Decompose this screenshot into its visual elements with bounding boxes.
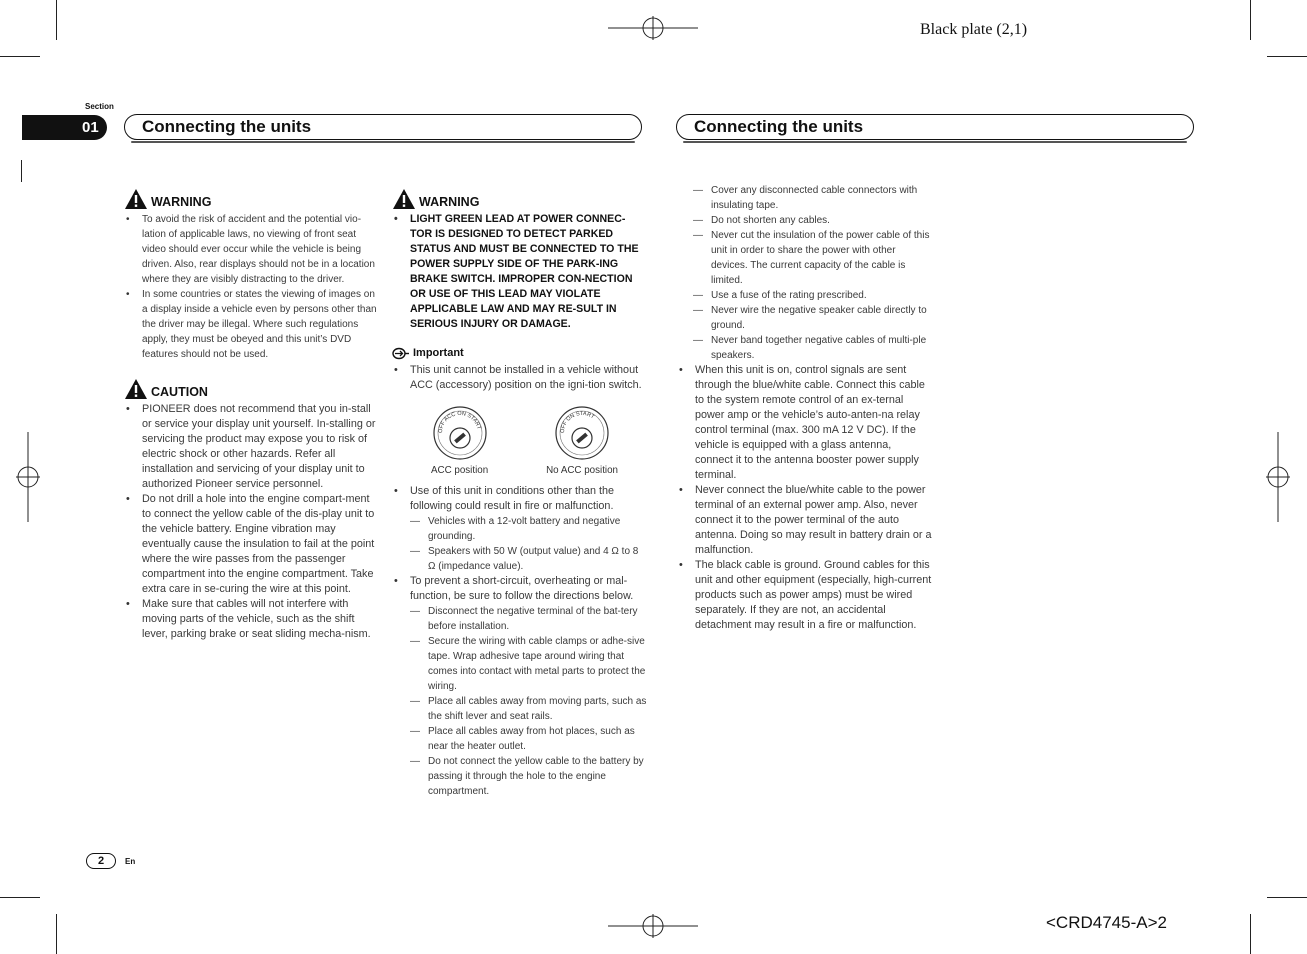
- page-language: En: [125, 857, 136, 866]
- warning-triangle-icon: [124, 188, 148, 210]
- list-item-text: Use of this unit in conditions other than the following could result in fire or malfunction.: [410, 485, 615, 512]
- registration-mark-icon: [16, 432, 40, 522]
- list-item: • In some countries or states the viewing of images on a display inside a vehicle even by persons other than the driver may be illegal. Where such regulations apply, they must be obeyed and this unit’s DVD features should not be used.: [124, 287, 379, 362]
- warning-triangle-icon: [392, 188, 416, 210]
- list-item: • When this unit is on, control signals are sent through the blue/white cable. Connect this cable to the system remote control of an ex-ternal power amp or the vehicle’s auto-anten-na relay control terminal (max. 300 mA 12 V DC). If the vehicle is equipped with a glass antenna, connect it to the antenna booster power supply terminal.: [677, 363, 932, 483]
- sub-item: — Secure the wiring with cable clamps or adhe-sive tape. Wrap adhesive tape around wiring that comes into contact with metal parts to protect the wiring.: [410, 634, 647, 694]
- warning-list: [392, 212, 647, 332]
- sub-item: — Cover any disconnected cable connectors with insulating tape.: [693, 183, 932, 213]
- caution-list: [124, 402, 379, 642]
- list-item: • To avoid the risk of accident and the potential vio-lation of applicable laws, no viewing of front seat video should ever occur while the vehicle is being driven. Also, rear displays should not be in a location where they are visibly distracting to the driver.: [124, 212, 379, 287]
- section-number-badge: 01: [22, 115, 107, 140]
- important-note-icon: [392, 347, 410, 360]
- warning-title: WARNING: [419, 195, 480, 209]
- page-title-right: Connecting the units: [676, 114, 1194, 140]
- key-acc-text: OFF ACC ON START: [437, 410, 482, 434]
- list-item: • PIONEER does not recommend that you in-stall or service your display unit yourself. In-stalling or servicing the product may expose you to risk of electric shock or other hazards. Refer all installation and servicing of your display unit to authorized Pioneer service personnel.: [124, 402, 379, 492]
- section-label: Section: [85, 102, 114, 111]
- sub-list: [677, 183, 932, 363]
- list-item-text: To prevent a short-circuit, overheating or mal-function, be sure to follow the directions below.: [410, 575, 634, 602]
- sub-list: [410, 604, 647, 799]
- column-left: [124, 186, 379, 642]
- crop-mark: [21, 160, 22, 182]
- important-title: Important: [413, 347, 464, 359]
- sub-item: — Never wire the negative speaker cable directly to ground.: [693, 303, 932, 333]
- warning-heading: [392, 186, 647, 210]
- sub-item: — Speakers with 50 W (output value) and 4 Ω to 8 Ω (impedance value).: [410, 544, 647, 574]
- caution-heading: [124, 376, 379, 400]
- svg-text:OFF ACC ON START: [437, 411, 481, 433]
- crop-mark: [1250, 0, 1251, 40]
- wiring-list: [677, 363, 932, 633]
- crop-mark: [0, 56, 40, 57]
- sub-item: — Vehicles with a 12-volt battery and negative grounding.: [410, 514, 647, 544]
- list-item: • Make sure that cables will not interfere with moving parts of the vehicle, such as the shift lever, parking brake or seat sliding mecha-nism.: [124, 597, 379, 642]
- sub-list: [410, 514, 647, 574]
- list-item: • Never connect the blue/white cable to the power terminal of an external power amp. Also, never connect it to the power terminal of the auto antenna. Doing so may result in battery drain or a malfunction.: [677, 483, 932, 558]
- sub-item: — Place all cables away from hot places, such as near the heater outlet.: [410, 724, 647, 754]
- list-item: [392, 484, 647, 574]
- important-list: [392, 363, 647, 393]
- crop-mark: [0, 897, 40, 898]
- registration-mark-icon: [608, 914, 698, 938]
- warning-list: [124, 212, 379, 362]
- crop-mark: [56, 914, 57, 954]
- registration-mark-icon: [1266, 432, 1290, 522]
- sub-item: — Never cut the insulation of the power cable of this unit in order to share the power with other devices. The current capacity of the cable is limited.: [693, 228, 932, 288]
- list-item: • The black cable is ground. Ground cables for this unit and other equipment (especially, high-current products such as power amps) must be wired separately. If they are not, an accidental detachment may result in a fire or malfunction.: [677, 558, 932, 633]
- key-noacc-text: OFF ON START: [559, 410, 596, 434]
- acc-position-figure: [431, 405, 488, 478]
- list-item: • Do not drill a hole into the engine compart-ment to connect the yellow cable of the dis-play unit to the vehicle battery. Engine vibration may eventually cause the insulation to fail at the point where the wire passes from the passenger compartment into the engine compartment. Take extra care in se-curing the wire at this point.: [124, 492, 379, 597]
- sub-item: — Do not connect the yellow cable to the battery by passing it through the hole to the engine compartment.: [410, 754, 647, 799]
- page-number: 2: [86, 853, 116, 869]
- sub-item: — Use a fuse of the rating prescribed.: [693, 288, 932, 303]
- crop-mark: [56, 0, 57, 40]
- ignition-diagram: [392, 405, 647, 478]
- sub-item: — Disconnect the negative terminal of the bat-tery before installation.: [410, 604, 647, 634]
- warning-title: WARNING: [151, 195, 212, 209]
- conditions-list: [392, 484, 647, 799]
- plate-label: Black plate (2,1): [920, 21, 1028, 38]
- column-middle: [392, 186, 647, 799]
- document-code: <CRD4745-A>2: [1046, 913, 1167, 932]
- acc-position-label: ACC position: [430, 465, 489, 476]
- sub-item: — Do not shorten any cables.: [693, 213, 932, 228]
- list-item: • This unit cannot be installed in a vehicle without ACC (accessory) position on the igni-tion switch.: [392, 363, 647, 393]
- warning-heading: [124, 186, 379, 210]
- list-item: • LIGHT GREEN LEAD AT POWER CONNEC-TOR IS DESIGNED TO DETECT PARKED STATUS AND MUST BE CONNECTED TO THE POWER SUPPLY SIDE OF THE PARK-ING BRAKE SWITCH. IMPROPER CON-NECTION OR USE OF THIS LEAD MAY VIOLATE APPLICABLE LAW AND MAY RE-SULT IN SERIOUS INJURY OR DAMAGE.: [392, 212, 647, 332]
- sub-item: — Place all cables away from moving parts, such as the shift lever and seat rails.: [410, 694, 647, 724]
- ignition-key-no-acc-icon: [554, 405, 610, 461]
- page-title: Connecting the units: [124, 114, 642, 140]
- column-right: [677, 183, 932, 633]
- sub-item: — Never band together negative cables of multi-ple speakers.: [693, 333, 932, 363]
- ignition-key-acc-icon: [432, 405, 488, 461]
- crop-mark: [1267, 56, 1307, 57]
- svg-text:OFF ON START: [560, 411, 596, 433]
- registration-mark-icon: [608, 16, 698, 40]
- list-item: [392, 574, 647, 799]
- caution-title: CAUTION: [151, 385, 208, 399]
- no-acc-position-label: No ACC position: [546, 465, 618, 476]
- important-heading: [392, 346, 647, 361]
- no-acc-position-figure: [546, 405, 618, 478]
- caution-triangle-icon: [124, 378, 148, 400]
- crop-mark: [1267, 897, 1307, 898]
- crop-mark: [1250, 914, 1251, 954]
